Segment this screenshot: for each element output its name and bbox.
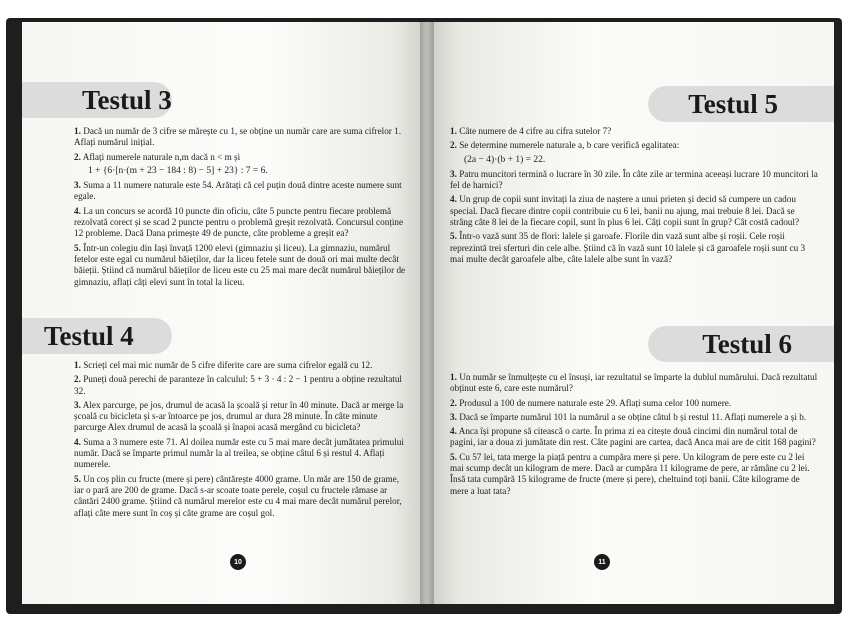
problem-text: Suma a 11 numere naturale este 54. Arătați că cel puțin două dintre aceste numere sunt egale. <box>74 180 402 202</box>
problem-item <box>450 126 818 137</box>
problem-text: Cu 57 lei, tata merge la piață pentru a cumpăra mere și pere. Un kilogram de pere este cu 2 lei mai scump decât un kilogram de mere. Dacă ar cumpăra 11 kilograme de pere, ar rămâne cu 2 lei. Însă tata cumpără 15 kilograme de fructe (mere și pere), cheltuind toți banii. Câte kilograme de mere a luat tata? <box>450 451 810 496</box>
problem-number: 2. <box>450 397 457 408</box>
problem-item <box>74 474 406 519</box>
page-number-left: 10 <box>230 554 246 570</box>
testul-4-banner <box>22 318 172 354</box>
problem-number: 2. <box>74 151 81 162</box>
problem-text: Puneți două perechi de paranteze în calculul: 5 + 3 · 4 : 2 − 1 pentru a obține rezultatul 32. <box>74 374 402 396</box>
problem-item <box>74 152 406 163</box>
problem-text: Alex parcurge, pe jos, drumul de acasă la școală și retur în 40 minute. Dacă ar merge la școală cu bicicleta și s-ar întoarce pe jos, drumul ar dura 28 minute. În câte minute parcurge Alex drumul de acasă la școală și înapoi acasă mergând cu bicicleta? <box>74 399 404 433</box>
problem-number: 1. <box>74 360 81 370</box>
problem-number: 3. <box>450 168 457 179</box>
problem-number: 3. <box>74 399 81 410</box>
problem-number: 4. <box>74 205 81 216</box>
problem-text: Dacă se împarte numărul 101 la numărul a se obține câtul b și restul 11. Aflați numerele a și b. <box>459 411 807 422</box>
problem-text: Scrieți cel mai mic număr de 5 cifre diferite care are suma cifrelor egală cu 12. <box>83 360 373 370</box>
testul-6-banner <box>648 326 834 362</box>
problem-text: Se determine numerele naturale a, b care verifică egalitatea: <box>459 140 680 151</box>
problem-number: 5. <box>74 473 81 484</box>
test-4-problems <box>74 360 406 522</box>
test-5-problems <box>450 126 818 268</box>
testul-3-title: Testul 3 <box>82 84 172 115</box>
problem-number: 5. <box>74 242 81 253</box>
problem-item <box>450 412 818 423</box>
problem-number: 4. <box>450 194 457 205</box>
problem-text: Anca își propune să citească o carte. În prima zi ea citește două cincimi din numărul total de pagini, iar a doua zi jumătate din rest. Câte pagini are cartea, dacă Anca mai are de citit 168 pagini? <box>450 426 816 448</box>
problem-item <box>450 169 818 192</box>
problem-text: Dacă un număr de 3 cifre se mărește cu 1, se obține un număr care are suma cifrelor 1. Aflați numărul inițial. <box>74 126 402 148</box>
problem-formula: (2a − 4)·(b + 1) = 22. <box>464 154 546 165</box>
problem-item <box>450 372 818 395</box>
problem-number: 1. <box>450 372 457 382</box>
problem-text: Patru muncitori termină o lucrare în 30 zile. În câte zile ar termina aceeași lucrare 10 muncitori la fel de harnici? <box>450 168 818 191</box>
problem-item <box>74 437 406 471</box>
testul-5-title: Testul 5 <box>688 88 778 119</box>
problem-number: 2. <box>74 374 81 385</box>
testul-5-banner <box>648 86 834 122</box>
problem-item <box>450 426 818 449</box>
right-page <box>426 22 834 604</box>
problem-text: Un număr se înmulțește cu el însuși, iar rezultatul se împarte la dublul numărului. Dacă rezultatul obținut este 6, care este numărul? <box>450 372 818 394</box>
problem-number: 4. <box>450 426 457 437</box>
problem-number: 4. <box>74 436 81 447</box>
problem-text: Aflați numerele naturale n,m dacă n < m și <box>82 151 241 162</box>
testul-4-title: Testul 4 <box>44 320 134 351</box>
problem-number: 1. <box>74 126 81 136</box>
problem-number: 3. <box>74 180 81 191</box>
problem-item <box>74 126 406 149</box>
problem-item <box>74 243 406 288</box>
problem-text: Un coș plin cu fructe (mere și pere) cântărește 4000 grame. Un măr are 150 de grame, iar o pară are 200 de grame. Dacă s-ar scoate toate perele, coșul cu fructele rămase ar cântări 2400 grame. Știind că numărul merelor este cu 4 mai mare decât numărul perelor, aflați câte mere sunt în coș și câte grame are coșul gol. <box>74 473 402 518</box>
problem-formula: 1 + {6·[n·(m + 23 − 184 : 8) − 5] + 23} : 7 = 6. <box>88 165 268 176</box>
problem-item <box>450 452 818 497</box>
problem-text: Produsul a 100 de numere naturale este 29. Aflați suma celor 100 numere. <box>459 397 732 408</box>
testul-3-banner <box>22 82 172 118</box>
problem-number: 1. <box>450 126 457 136</box>
problem-item <box>450 231 818 265</box>
problem-item <box>74 360 406 371</box>
problem-number: 3. <box>450 411 457 422</box>
problem-item <box>74 400 406 434</box>
problem-text: La un concurs se acordă 10 puncte din oficiu, câte 5 puncte pentru fiecare problemă rezolvată corect și se scad 2 puncte pentru o problemă greșit rezolvată. Concursul conține 12 probleme. Dacă Dana primește 49 de puncte, câte probleme a greșit ea? <box>74 205 404 239</box>
problem-number: 2. <box>450 140 457 151</box>
problem-text: Câte numere de 4 cifre au cifra sutelor 7? <box>459 126 612 136</box>
test-3-problems <box>74 126 406 291</box>
problem-number: 5. <box>450 231 457 242</box>
problem-item <box>74 206 406 240</box>
problem-text: Într-un colegiu din Iași învață 1200 elevi (gimnaziu și liceu). La gimnaziu, numărul fetelor este egal cu numărul băieților, dar la liceu fetele sunt de două ori mai multe decât băieții. Știind că numărul băieților de liceu este cu 25 mai mare decât numărul băieților de gimnaziu, aflați câți elevi sunt în total la liceu. <box>74 242 406 287</box>
problem-item <box>450 194 818 228</box>
book-spine <box>420 22 434 604</box>
problem-text: Într-o vază sunt 35 de flori: lalele și garoafe. Florile din vază sunt albe și roșii. Cele roșii reprezintă trei sferturi din cele albe. Știind că în vază sunt 10 lalele și că garoafele roșii sunt cu 3 mai multe decât garoafele albe, câte lalele albe sunt în vază? <box>450 231 806 264</box>
problem-text: Suma a 3 numere este 71. Al doilea număr este cu 5 mai mare decât jumătatea primului număr. Dacă se împarte primul număr la al treilea, se obține câtul 6 și restul 4. Aflați numerele. <box>74 436 404 470</box>
testul-6-title: Testul 6 <box>702 328 792 359</box>
problem-item <box>74 180 406 203</box>
problem-text: Un grup de copii sunt invitați la ziua de naștere a unui prieten și decid să cumpere un cadou special. Dacă fiecare dintre copii contribuie cu 6 lei, banii nu ajung, mai trebuie 8 lei. Dacă se strâng câte 8 lei de la fiecare copil, sunt în plus 6 lei. Câți copii sunt în grup? Cât costă cadoul? <box>450 194 800 228</box>
problem-number: 5. <box>450 451 457 462</box>
problem-item <box>450 398 818 409</box>
problem-item <box>450 140 818 151</box>
page-number-right: 11 <box>594 554 610 570</box>
left-page <box>22 22 426 604</box>
problem-item <box>74 374 406 397</box>
test-6-problems <box>450 372 818 500</box>
